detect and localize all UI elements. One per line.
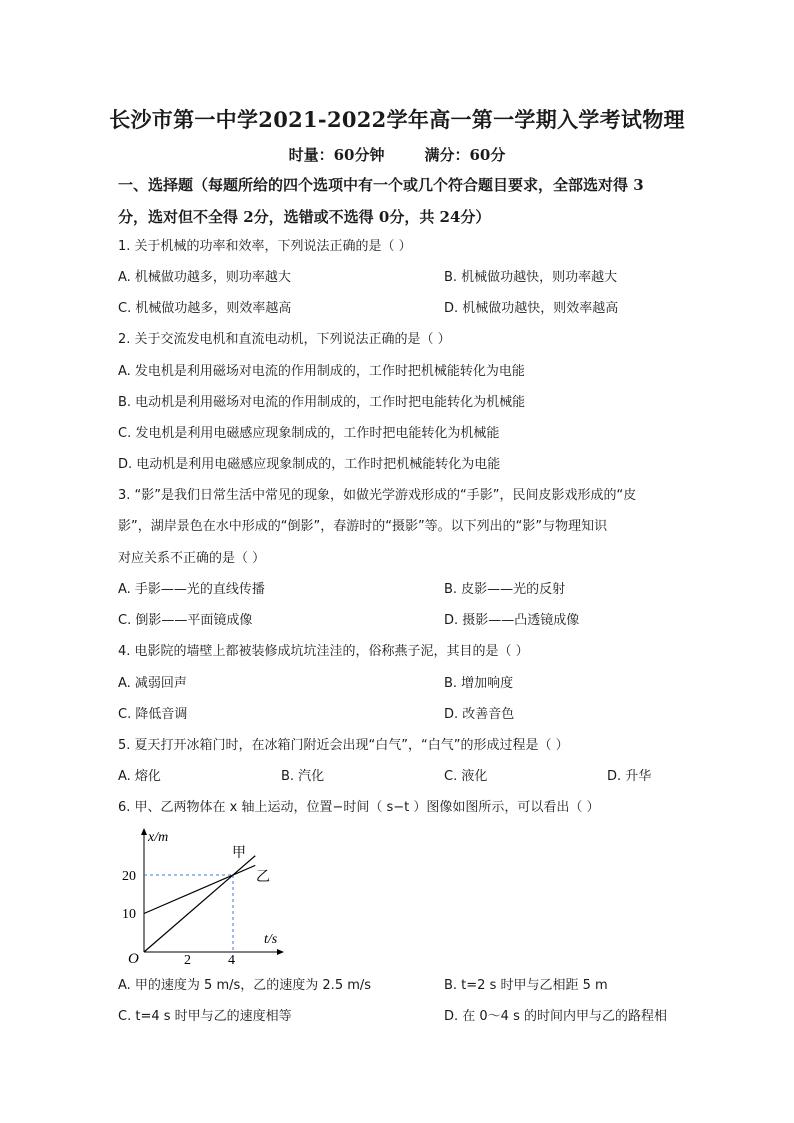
time-limit: 时量：60分钟 (288, 146, 385, 164)
question-5-option-a[interactable]: A. 熔化 (118, 769, 161, 784)
question-6-option-d[interactable]: D. 在 0～4 s 的时间内甲与乙的路程相 (444, 1009, 667, 1024)
question-4-option-c[interactable]: C. 降低音调 (118, 707, 188, 722)
question-6-stem: 6. 甲、乙两物体在 x 轴上运动，位置−时间（ s−t ）图像如图所示，可以看出（ ） (118, 800, 600, 815)
question-1-stem: 1. 关于机械的功率和效率，下列说法正确的是（ ） (118, 239, 412, 254)
x-axis-arrow (277, 949, 284, 955)
question-1-option-d[interactable]: D. 机械做功越快，则效率越高 (444, 301, 619, 316)
series-line-jia (144, 856, 255, 952)
question-1-option-c[interactable]: C. 机械做功越多，则效率越高 (118, 301, 292, 316)
question-4-option-d[interactable]: D. 改善音色 (444, 707, 515, 722)
question-3-stem-line-1: 3. “影”是我们日常生活中常见的现象，如做光学游戏形成的“手影”，民间皮影戏形成的“皮 (118, 488, 637, 503)
question-1-option-b[interactable]: B. 机械做功越快，则功率越大 (444, 270, 618, 285)
question-2-option-c[interactable]: C. 发电机是利用电磁感应现象制成的，工作时把电能转化为机械能 (118, 426, 500, 441)
question-3-option-b[interactable]: B. 皮影——光的反射 (444, 582, 566, 597)
question-5-option-c[interactable]: C. 液化 (444, 769, 488, 784)
y-axis-label: x/m (148, 830, 169, 845)
question-3-stem-line-2: 影”，湖岸景色在水中形成的“倒影”，春游时的“摄影”等。以下列出的“影”与物理知识 (118, 519, 608, 534)
question-3-option-c[interactable]: C. 倒影——平面镜成像 (118, 613, 253, 628)
series-label-jia: 甲 (232, 846, 246, 861)
question-6-option-b[interactable]: B. t=2 s 时甲与乙相距 5 m (444, 978, 608, 993)
question-6-option-a[interactable]: A. 甲的速度为 5 m/s，乙的速度为 2.5 m/s (118, 978, 372, 993)
origin-label: O (128, 951, 139, 966)
exam-info (0, 144, 794, 165)
y-tick-20: 20 (122, 869, 136, 884)
question-6-option-c[interactable]: C. t=4 s 时甲与乙的速度相等 (118, 1009, 292, 1024)
question-2-stem: 2. 关于交流发电机和直流电动机，下列说法正确的是（ ） (118, 332, 451, 347)
question-4-option-b[interactable]: B. 增加响度 (444, 676, 514, 691)
full-score: 满分：60分 (424, 146, 506, 164)
section-heading-line-2: 分，选对但不全得 2分，选错或不选得 0分，共 24分） (118, 208, 491, 226)
x-axis-label: t/s (264, 932, 278, 947)
x-tick-2: 2 (184, 953, 191, 966)
question-5-option-d[interactable]: D. 升华 (607, 769, 652, 784)
question-3-stem-line-3: 对应关系不正确的是（ ） (118, 551, 266, 566)
x-tick-4: 4 (228, 953, 235, 966)
question-2-option-b[interactable]: B. 电动机是利用磁场对电流的作用制成的，工作时把电能转化为机械能 (118, 395, 526, 410)
question-3-option-d[interactable]: D. 摄影——凸透镜成像 (444, 613, 580, 628)
y-axis-arrow (141, 828, 147, 835)
section-heading (118, 169, 683, 233)
question-4-option-a[interactable]: A. 减弱回声 (118, 676, 187, 691)
exam-title: 长沙市第一中学2021-2022学年高一第一学期入学考试物理 (109, 107, 685, 132)
section-heading-line-1: 一、选择题（每题所给的四个选项中有一个或几个符合题目要求，全部选对得 3 (118, 176, 644, 194)
y-tick-10: 10 (122, 907, 136, 922)
question-3-option-a[interactable]: A. 手影——光的直线传播 (118, 582, 265, 597)
question-4-stem: 4. 电影院的墙壁上都被装修成坑坑洼洼的，俗称燕子泥，其目的是（ ） (118, 644, 529, 659)
question-2-option-d[interactable]: D. 电动机是利用电磁感应现象制成的，工作时把机械能转化为电能 (118, 457, 501, 472)
series-label-yi: 乙 (256, 870, 270, 885)
position-time-chart (118, 826, 298, 966)
series-line-yi (144, 865, 255, 913)
question-5-stem: 5. 夏天打开冰箱门时，在冰箱门附近会出现“白气”，“白气”的形成过程是（ ） (118, 738, 569, 753)
question-1-option-a[interactable]: A. 机械做功越多，则功率越大 (118, 270, 291, 285)
question-2-option-a[interactable]: A. 发电机是利用磁场对电流的作用制成的，工作时把机械能转化为电能 (118, 364, 525, 379)
question-5-option-b[interactable]: B. 汽化 (281, 769, 325, 784)
